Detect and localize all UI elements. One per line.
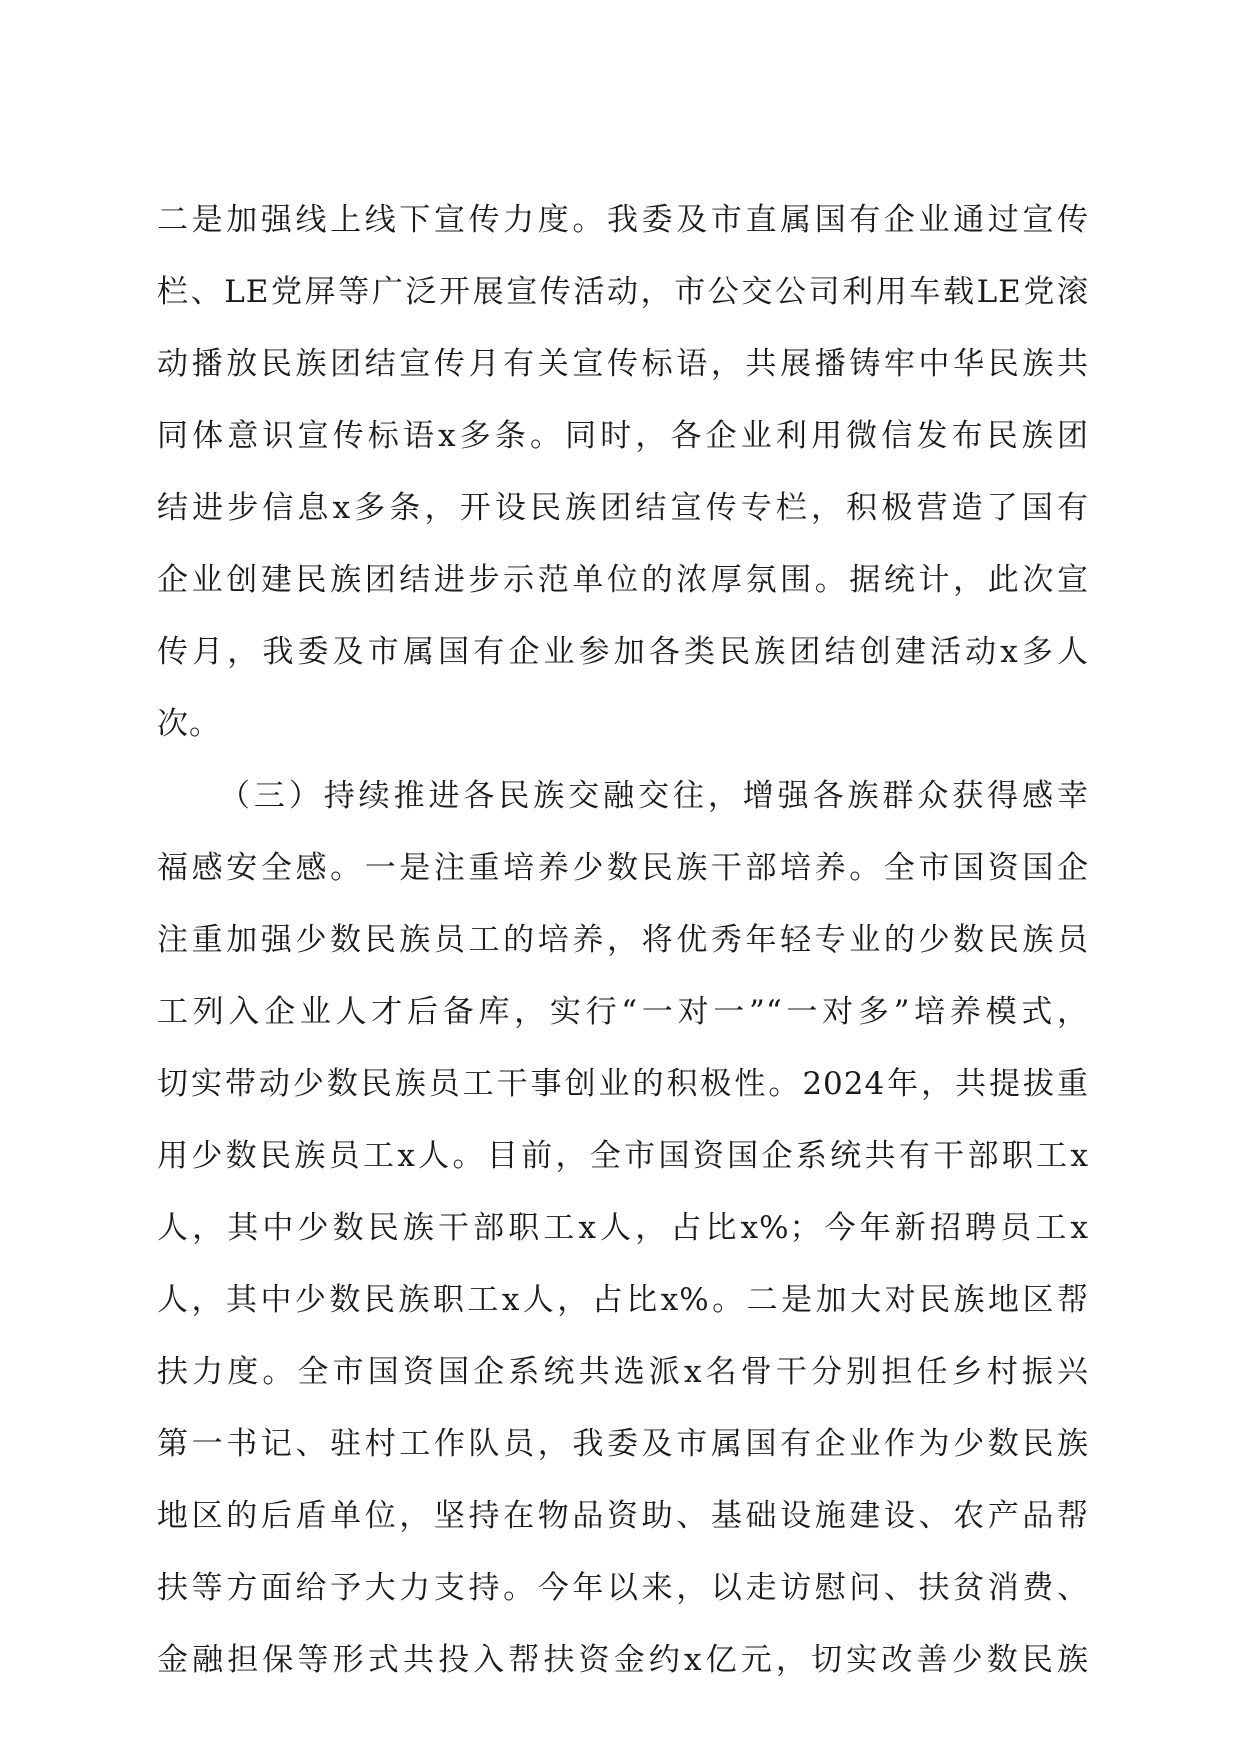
text-line: 同体意识宣传标语x多条。同时，各企业利用微信发布民族团 [157,418,1089,454]
text-line: 企业创建民族团结进步示范单位的浓厚氛围。据统计，此次宣 [157,562,1089,598]
text-line: 金融担保等形式共投入帮扶资金约x亿元，切实改善少数民族 [157,1642,1089,1678]
text-line: 栏、LE党屏等广泛开展宣传活动，市公交公司利用车载LE党滚 [157,274,1089,310]
text-line: 注重加强少数民族员工的培养，将优秀年轻专业的少数民族员 [157,922,1089,958]
text-line: 切实带动少数民族员工干事创业的积极性。2024年，共提拔重 [157,1066,1089,1102]
text-line: 第一书记、驻村工作队员，我委及市属国有企业作为少数民族 [157,1426,1089,1462]
text-line: 用少数民族员工x人。目前，全市国资国企系统共有干部职工x [157,1138,1089,1174]
text-line: 扶力度。全市国资国企系统共选派x名骨干分别担任乡村振兴 [157,1354,1089,1390]
paragraph-section-three [157,760,1089,1696]
text-line: 结进步信息x多条，开设民族团结宣传专栏，积极营造了国有 [157,490,1089,526]
text-line: 传月，我委及市属国有企业参加各类民族团结创建活动x多人 [157,634,1089,670]
text-line: 人，其中少数民族干部职工x人，占比x%；今年新招聘员工x [157,1210,1089,1246]
text-line: 二是加强线上线下宣传力度。我委及市直属国有企业通过宣传 [157,202,1089,238]
text-line: 福感安全感。一是注重培养少数民族干部培养。全市国资国企 [157,850,1089,886]
text-line: 地区的后盾单位，坚持在物品资助、基础设施建设、农产品帮 [157,1498,1089,1534]
paragraph-publicity [157,184,1089,760]
text-line: 人，其中少数民族职工x人，占比x%。二是加大对民族地区帮 [157,1282,1089,1318]
text-line: 次。 [157,706,221,742]
section-heading-line: （三）持续推进各民族交融交往，增强各族群众获得感幸 [219,778,1089,814]
text-line: 工列入企业人才后备库，实行“一对一”“一对多”培养模式， [157,994,1089,1030]
text-line: 扶等方面给予大力支持。今年以来，以走访慰问、扶贫消费、 [157,1570,1089,1606]
text-line: 动播放民族团结宣传月有关宣传标语，共展播铸牢中华民族共 [157,346,1089,382]
document-body [157,184,1089,1696]
